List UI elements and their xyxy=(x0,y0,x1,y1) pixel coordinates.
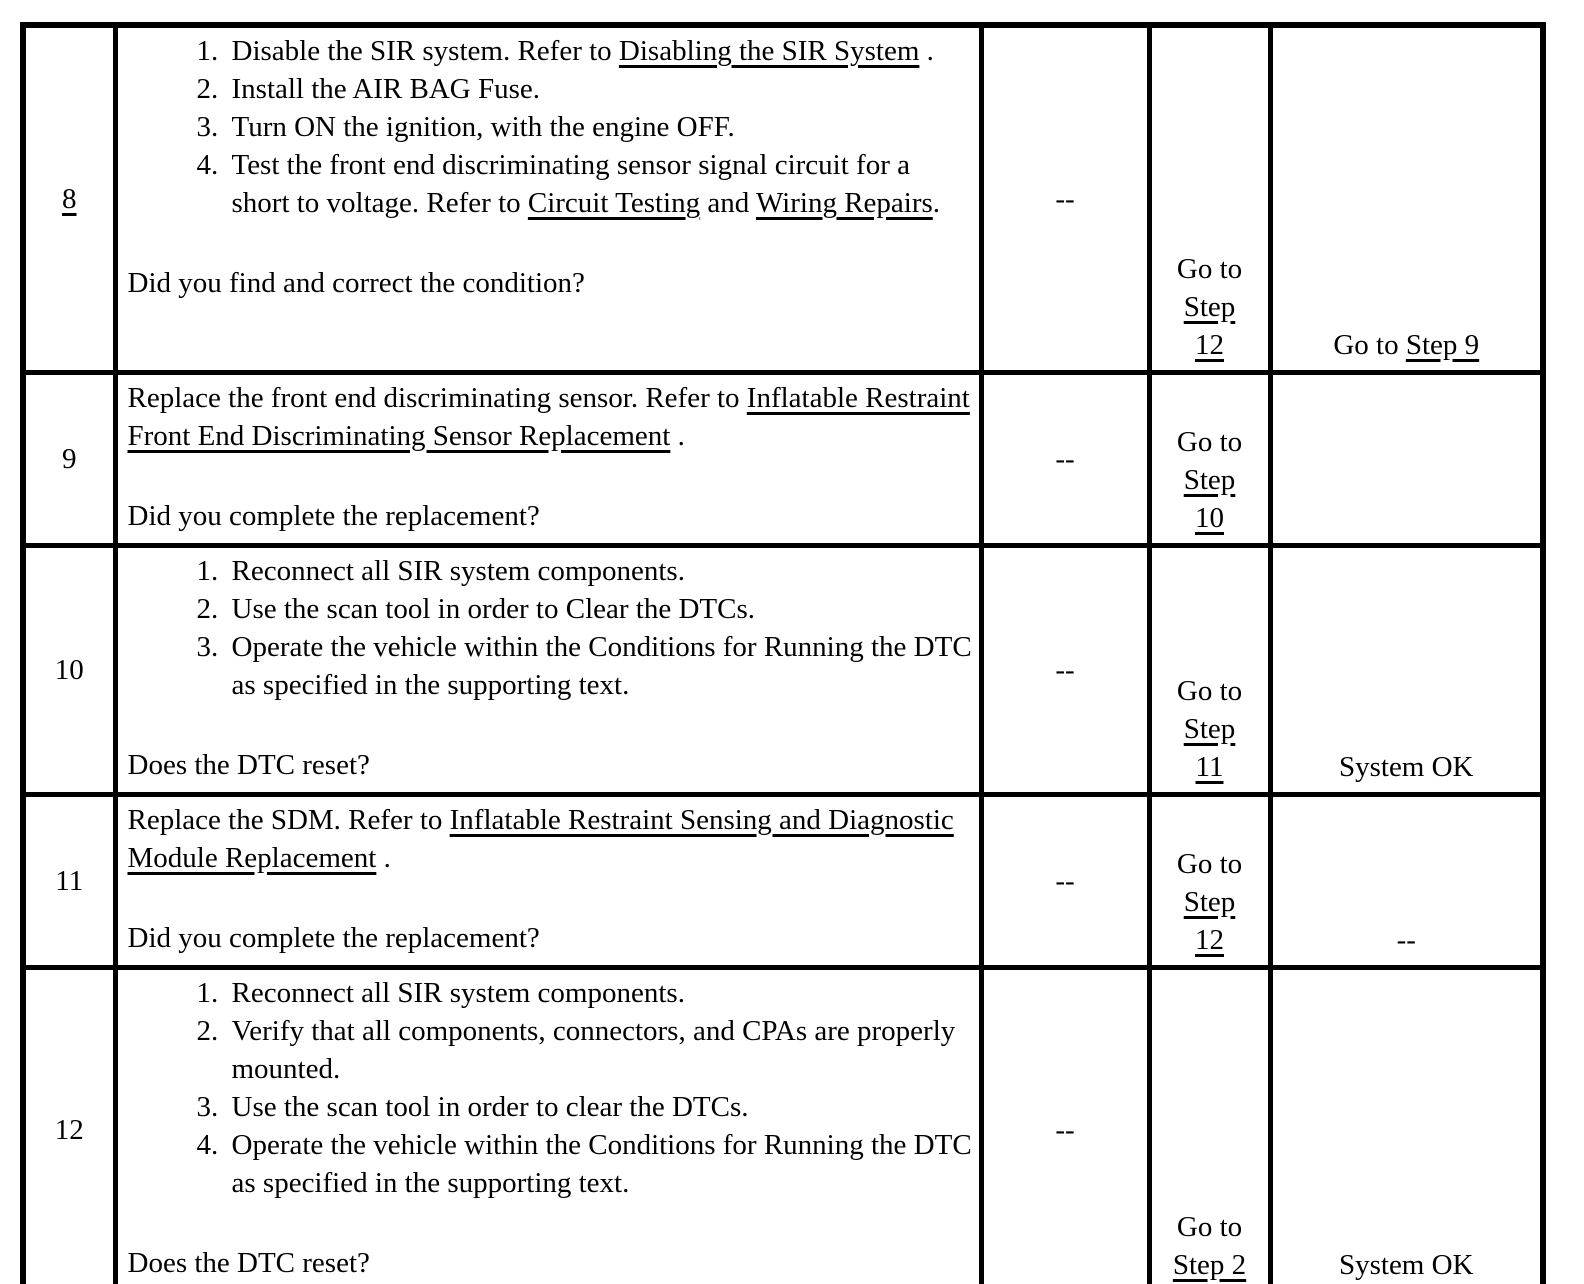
text-run: Reconnect all SIR system components. xyxy=(231,976,685,1009)
action-list-item xyxy=(226,628,973,704)
step-number: 11 xyxy=(55,864,84,897)
value-cell: -- xyxy=(981,794,1149,967)
step-row-11 xyxy=(23,794,1543,967)
no-cell xyxy=(1270,967,1543,1284)
action-list-item xyxy=(226,1012,973,1088)
text-run: . xyxy=(670,419,685,452)
yes-cell xyxy=(1149,545,1270,794)
goto-step-link[interactable]: 11 xyxy=(1195,750,1224,783)
text-run: . xyxy=(932,187,941,219)
yes-cell xyxy=(1149,794,1270,967)
step-cell xyxy=(23,545,115,794)
goto-step-link[interactable]: Step xyxy=(1183,290,1236,323)
action-cell xyxy=(115,25,981,372)
step-number: 12 xyxy=(54,1113,84,1146)
action-paragraph xyxy=(128,379,973,455)
action-list-item xyxy=(226,590,973,628)
value-cell: -- xyxy=(981,25,1149,372)
goto-text: Go to xyxy=(1176,1210,1243,1243)
text-run: . xyxy=(376,841,391,874)
question-text: Did you complete the replacement? xyxy=(127,499,540,532)
text-run: Replace the front end discriminating sensor. Refer to xyxy=(127,381,747,414)
text-run: Install the AIR BAG Fuse. xyxy=(231,73,541,105)
text-run: Reconnect all SIR system components. xyxy=(231,554,685,587)
reference-link[interactable]: Inflatable Restraint Front End Discriminating Sensor Replacement xyxy=(127,381,970,452)
action-list-item xyxy=(226,1126,973,1202)
step-number-link[interactable]: 8 xyxy=(62,182,77,215)
goto-text: Go to xyxy=(1176,252,1243,285)
action-list xyxy=(128,32,973,222)
reference-link[interactable]: Inflatable Restraint Sensing and Diagnostic Module Replacement xyxy=(127,803,954,874)
step-number: 9 xyxy=(62,442,77,475)
action-list-item xyxy=(226,974,973,1012)
goto-step-link[interactable]: Step xyxy=(1183,712,1236,745)
value-cell: -- xyxy=(981,545,1149,794)
action-cell xyxy=(115,372,981,545)
yes-cell xyxy=(1149,25,1270,372)
goto-step-link[interactable]: 12 xyxy=(1195,328,1224,361)
no-cell xyxy=(1270,794,1543,967)
action-cell xyxy=(115,794,981,967)
action-list-item xyxy=(226,70,973,108)
action-cell xyxy=(115,967,981,1284)
question-text: Did you complete the replacement? xyxy=(127,921,540,954)
goto-text: Go to xyxy=(1176,425,1243,458)
reference-link[interactable]: Step 9 xyxy=(1405,328,1480,361)
action-cell xyxy=(115,545,981,794)
value-cell: -- xyxy=(981,372,1149,545)
step-cell xyxy=(23,372,115,545)
text-run: Use the scan tool in order to clear the DTCs. xyxy=(231,1090,749,1123)
text-run: -- xyxy=(1396,923,1416,956)
goto-step-link[interactable]: Step 2 xyxy=(1172,1248,1247,1281)
text-run: Turn ON the ignition, with the engine OFF. xyxy=(231,111,735,143)
action-list xyxy=(128,974,973,1202)
text-run: Operate the vehicle within the Conditions for Running the DTC as specified in the supporting text. xyxy=(231,630,972,701)
goto-step-link[interactable]: 12 xyxy=(1195,923,1224,956)
action-list-item xyxy=(226,552,973,590)
yes-cell xyxy=(1149,372,1270,545)
text-run: Go to xyxy=(1333,328,1406,361)
text-run: and xyxy=(700,187,756,219)
value-cell: -- xyxy=(981,967,1149,1284)
action-list-item xyxy=(226,1088,973,1126)
goto-step-link[interactable]: 10 xyxy=(1195,501,1224,534)
step-number: 10 xyxy=(54,653,84,686)
reference-link[interactable]: Disabling the SIR System xyxy=(618,35,920,67)
goto-step-link[interactable]: Step xyxy=(1183,885,1236,918)
text-run: System OK xyxy=(1338,1248,1474,1281)
no-cell xyxy=(1270,25,1543,372)
action-paragraph xyxy=(128,801,973,877)
reference-link[interactable]: Circuit Testing xyxy=(527,187,701,219)
question-text: Did you find and correct the condition? xyxy=(127,267,585,299)
step-cell xyxy=(23,25,115,372)
goto-text: Go to xyxy=(1176,847,1243,880)
no-cell xyxy=(1270,372,1543,545)
text-run: Disable the SIR system. Refer to xyxy=(231,35,619,67)
action-list-item xyxy=(226,32,973,70)
step-row-9 xyxy=(23,372,1543,545)
step-cell xyxy=(23,967,115,1284)
text-run: Replace the SDM. Refer to xyxy=(127,803,450,836)
action-list xyxy=(128,552,973,704)
action-list-item xyxy=(226,146,973,222)
question-text: Does the DTC reset? xyxy=(127,748,370,781)
text-run: Test the front end discriminating sensor signal circuit for a short to voltage. Refer to xyxy=(231,149,910,219)
yes-cell xyxy=(1149,967,1270,1284)
text-run: Use the scan tool in order to Clear the DTCs. xyxy=(231,592,755,625)
no-cell xyxy=(1270,545,1543,794)
step-row-12 xyxy=(23,967,1543,1284)
action-list-item xyxy=(226,108,973,146)
text-run: System OK xyxy=(1338,750,1474,783)
step-row-8 xyxy=(23,25,1543,372)
step-cell xyxy=(23,794,115,967)
question-text: Does the DTC reset? xyxy=(127,1246,370,1279)
goto-step-link[interactable]: Step xyxy=(1183,463,1236,496)
diagnostic-table-body xyxy=(23,25,1543,1284)
text-run: . xyxy=(919,35,934,67)
text-run: Verify that all components, connectors, and CPAs are properly mounted. xyxy=(231,1014,956,1085)
reference-link[interactable]: Wiring Repairs xyxy=(755,187,933,219)
text-run: Operate the vehicle within the Conditions for Running the DTC as specified in the supporting text. xyxy=(231,1128,972,1199)
step-row-10 xyxy=(23,545,1543,794)
diagnostic-step-table xyxy=(20,22,1546,1284)
goto-text: Go to xyxy=(1176,674,1243,707)
